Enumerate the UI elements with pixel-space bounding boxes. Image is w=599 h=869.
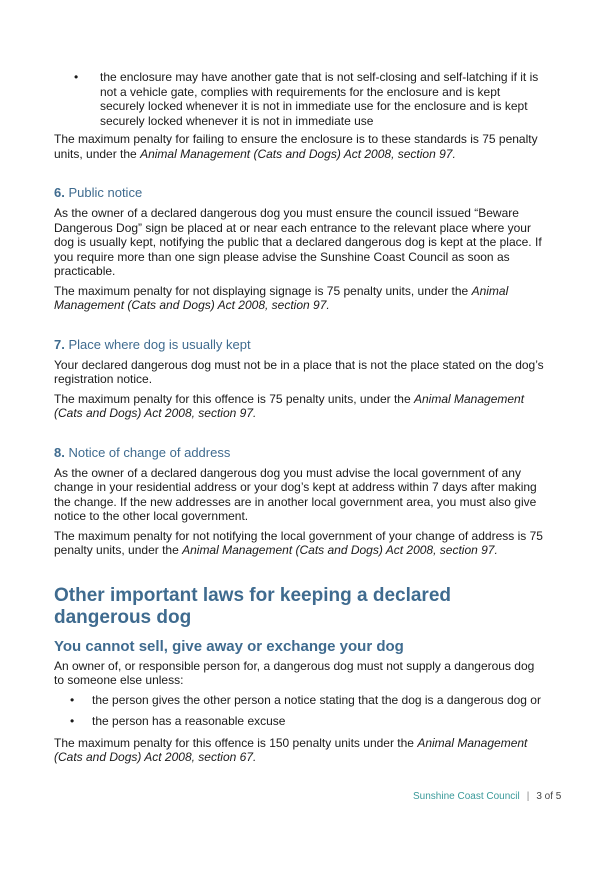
laws-intro: An owner of, or responsible person for, a dangerous dog must not supply a dangerous dog to someone else unless:	[54, 658, 535, 687]
section-title: Public notice	[68, 185, 143, 200]
footer-org: Sunshine Coast Council	[413, 791, 520, 802]
list-item-text: the enclosure may have another gate that is not self-closing and self-latching if it is not a vehicle gate, complies with requirements for the enclosure and is kept securely locked whenever it is not in immediate use for the enclosure and is kept securely locked whenever it is not in immediate use	[100, 70, 539, 128]
list-item-text: the person has a reasonable excuse	[92, 714, 286, 728]
section-number: 8.	[54, 444, 65, 460]
enclosure-bullet-list	[54, 70, 546, 128]
other-laws-heading: Other important laws for keeping a declared dangerous dog	[54, 584, 451, 628]
section-title: Place where dog is usually kept	[68, 336, 251, 352]
section-penalty: The maximum penalty for this offence is 75 penalty units, under the Animal Management (Cats and Dogs) Act 2008, section 97.	[54, 391, 525, 420]
laws-penalty: The maximum penalty for this offence is 150 penalty units under the Animal Management (Cats and Dogs) Act 2008, section 67.	[54, 735, 528, 764]
conditions-list	[54, 693, 546, 729]
page-number: 3 of 5	[536, 791, 562, 802]
cannot-sell-subheading: You cannot sell, give away or exchange your dog	[54, 637, 404, 655]
section-title: Notice of change of address	[68, 444, 231, 460]
act-reference: Animal Management (Cats and Dogs) Act 2008, section 97.	[54, 283, 509, 312]
section-penalty: The maximum penalty for not notifying the local government of your change of address is 75 penalty units, under the Animal Management (Cats and Dogs) Act 2008, section 97.	[54, 528, 543, 557]
section-number: 6.	[54, 185, 65, 200]
section-number: 7.	[54, 336, 65, 352]
list-item	[54, 70, 546, 128]
bullet-icon: •	[70, 714, 75, 728]
page-footer	[413, 790, 561, 805]
list-item	[54, 693, 546, 708]
list-item-text: the person gives the other person a notice stating that the dog is a dangerous dog or	[92, 692, 541, 707]
section-paragraph: As the owner of a declared dangerous dog you must advise the local government of any change in your residential address or your dog’s kept at address within 7 days after making the change. If the new addresses are in another local government area, you must also give notice to the other local government.	[54, 465, 537, 523]
bullet-icon: •	[74, 70, 79, 84]
act-reference: Animal Management (Cats and Dogs) Act 2008, section 97.	[140, 146, 456, 161]
footer-separator: |	[526, 791, 530, 802]
page-content	[54, 70, 546, 770]
section-paragraph: As the owner of a declared dangerous dog you must ensure the council issued “Beware Dangerous Dog” sign be placed at or near each entrance to the relevant place where your dog is usually kept, notifying the public that a declared dangerous dog is kept at the place. If you require more than one sign please advise the Sunshine Coast Council as soon as practicable.	[54, 206, 542, 278]
act-reference: Animal Management (Cats and Dogs) Act 2008, section 97.	[54, 391, 525, 420]
act-reference: Animal Management (Cats and Dogs) Act 2008, section 67.	[54, 735, 528, 764]
list-item	[54, 714, 546, 729]
section-heading-public-notice	[54, 185, 546, 200]
section-heading-place-kept	[54, 337, 546, 352]
act-reference: Animal Management (Cats and Dogs) Act 2008, section 97.	[182, 543, 498, 557]
section-penalty: The maximum penalty for not displaying signage is 75 penalty units, under the Animal Management (Cats and Dogs) Act 2008, section 97.	[54, 283, 509, 312]
enclosure-penalty: The maximum penalty for failing to ensure the enclosure is to these standards is 75 penalty units, under the Animal Management (Cats and Dogs) Act 2008, section 97.	[54, 132, 538, 161]
section-paragraph: Your declared dangerous dog must not be in a place that is not the place stated on the dog’s registration notice.	[54, 357, 544, 386]
section-heading-change-of-address	[54, 445, 546, 460]
bullet-icon: •	[70, 692, 75, 707]
